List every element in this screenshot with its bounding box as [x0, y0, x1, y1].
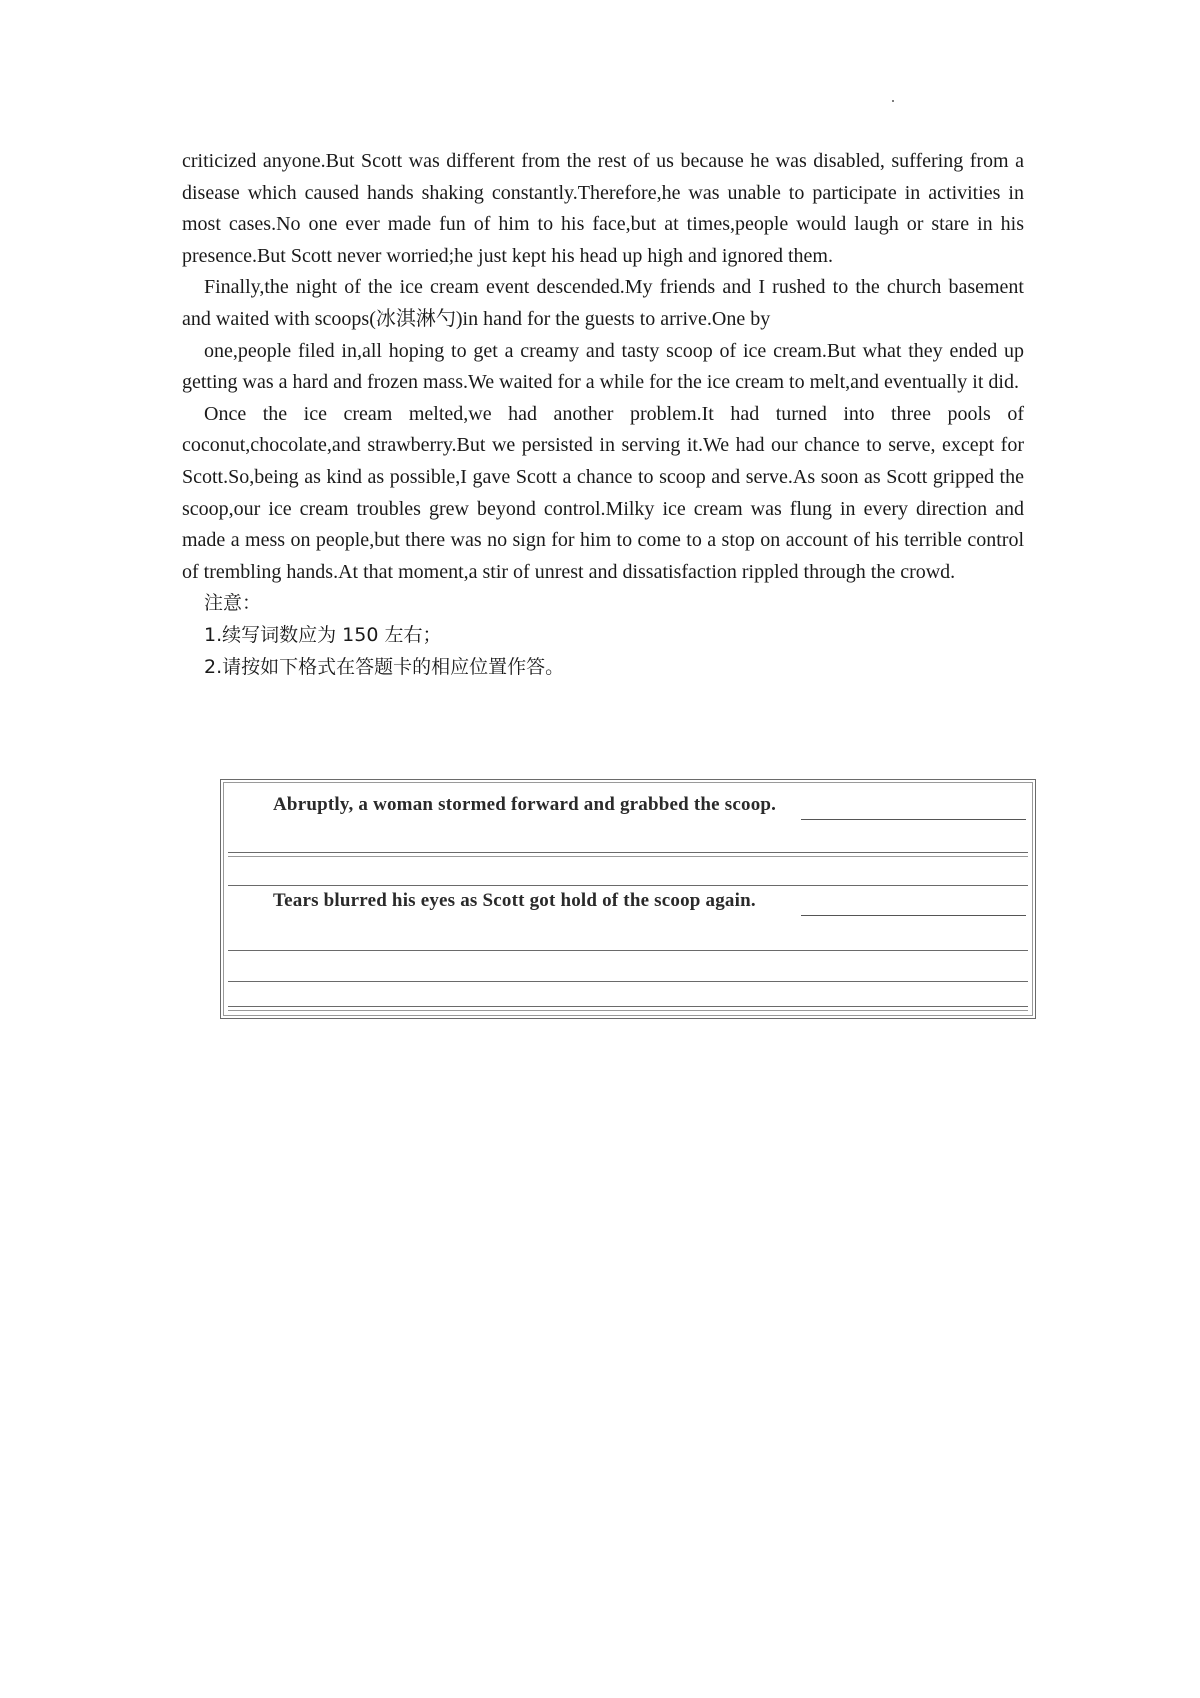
- scan-speck: [892, 100, 894, 102]
- writing-line[interactable]: [228, 852, 1028, 853]
- line-shadow: [228, 856, 1028, 857]
- writing-line[interactable]: [228, 950, 1028, 951]
- writing-line[interactable]: [801, 819, 1026, 820]
- writing-line[interactable]: [228, 981, 1028, 982]
- line-shadow: [228, 1010, 1028, 1011]
- instructions-heading: 注意：: [204, 592, 262, 615]
- instruction-item-1: 1.续写词数应为 150 左右；: [204, 623, 442, 646]
- writing-line[interactable]: [228, 885, 1028, 886]
- paragraph-opening-1: Abruptly, a woman stormed forward and grabbed the scoop.: [273, 794, 777, 815]
- story-passage: [182, 146, 1024, 683]
- instruction-item-2: 2.请按如下格式在答题卡的相应位置作答。: [204, 655, 565, 678]
- paragraph-4: Once the ice cream melted,we had another problem.It had turned into three pools of coconut,chocolate,and strawberry.But we persisted in serving it.We had our chance to serve, except for Scott.So,being as kind as possible,I gave Scott a chance to scoop and serve.As soon as Scott gripped the scoop,our ice cream troubles grew beyond control.Milky ice cream was flung in every direction and made a mess on people,but there was no sign for him to come to a stop on account of his terrible control of trembling hands.At that moment,a stir of unrest and dissatisfaction rippled through the crowd.: [182, 402, 1024, 583]
- writing-line[interactable]: [801, 915, 1026, 916]
- paragraph-1: criticized anyone.But Scott was different from the rest of us because he was disabled, suffering from a disease which caused hands shaking constantly.Therefore,he was unable to participate in activities in most cases.No one ever made fun of him to his face,but at times,people would laugh or stare in his presence.But Scott never worried;he just kept his head up high and ignored them.: [182, 150, 1024, 267]
- paragraph-2: Finally,the night of the ice cream event descended.My friends and I rushed to the church basement and waited with scoops(冰淇淋勺)in hand for the guests to arrive.One by: [182, 276, 1024, 330]
- paragraph-opening-2: Tears blurred his eyes as Scott got hold of the scoop again.: [273, 890, 756, 911]
- writing-line[interactable]: [228, 1006, 1028, 1007]
- answer-box: [220, 779, 1036, 1019]
- instructions: [182, 588, 1024, 683]
- paragraph-3: one,people filed in,all hoping to get a creamy and tasty scoop of ice cream.But what they ended up getting was a hard and frozen mass.We waited for a while for the ice cream to melt,and eventually it did.: [182, 339, 1024, 394]
